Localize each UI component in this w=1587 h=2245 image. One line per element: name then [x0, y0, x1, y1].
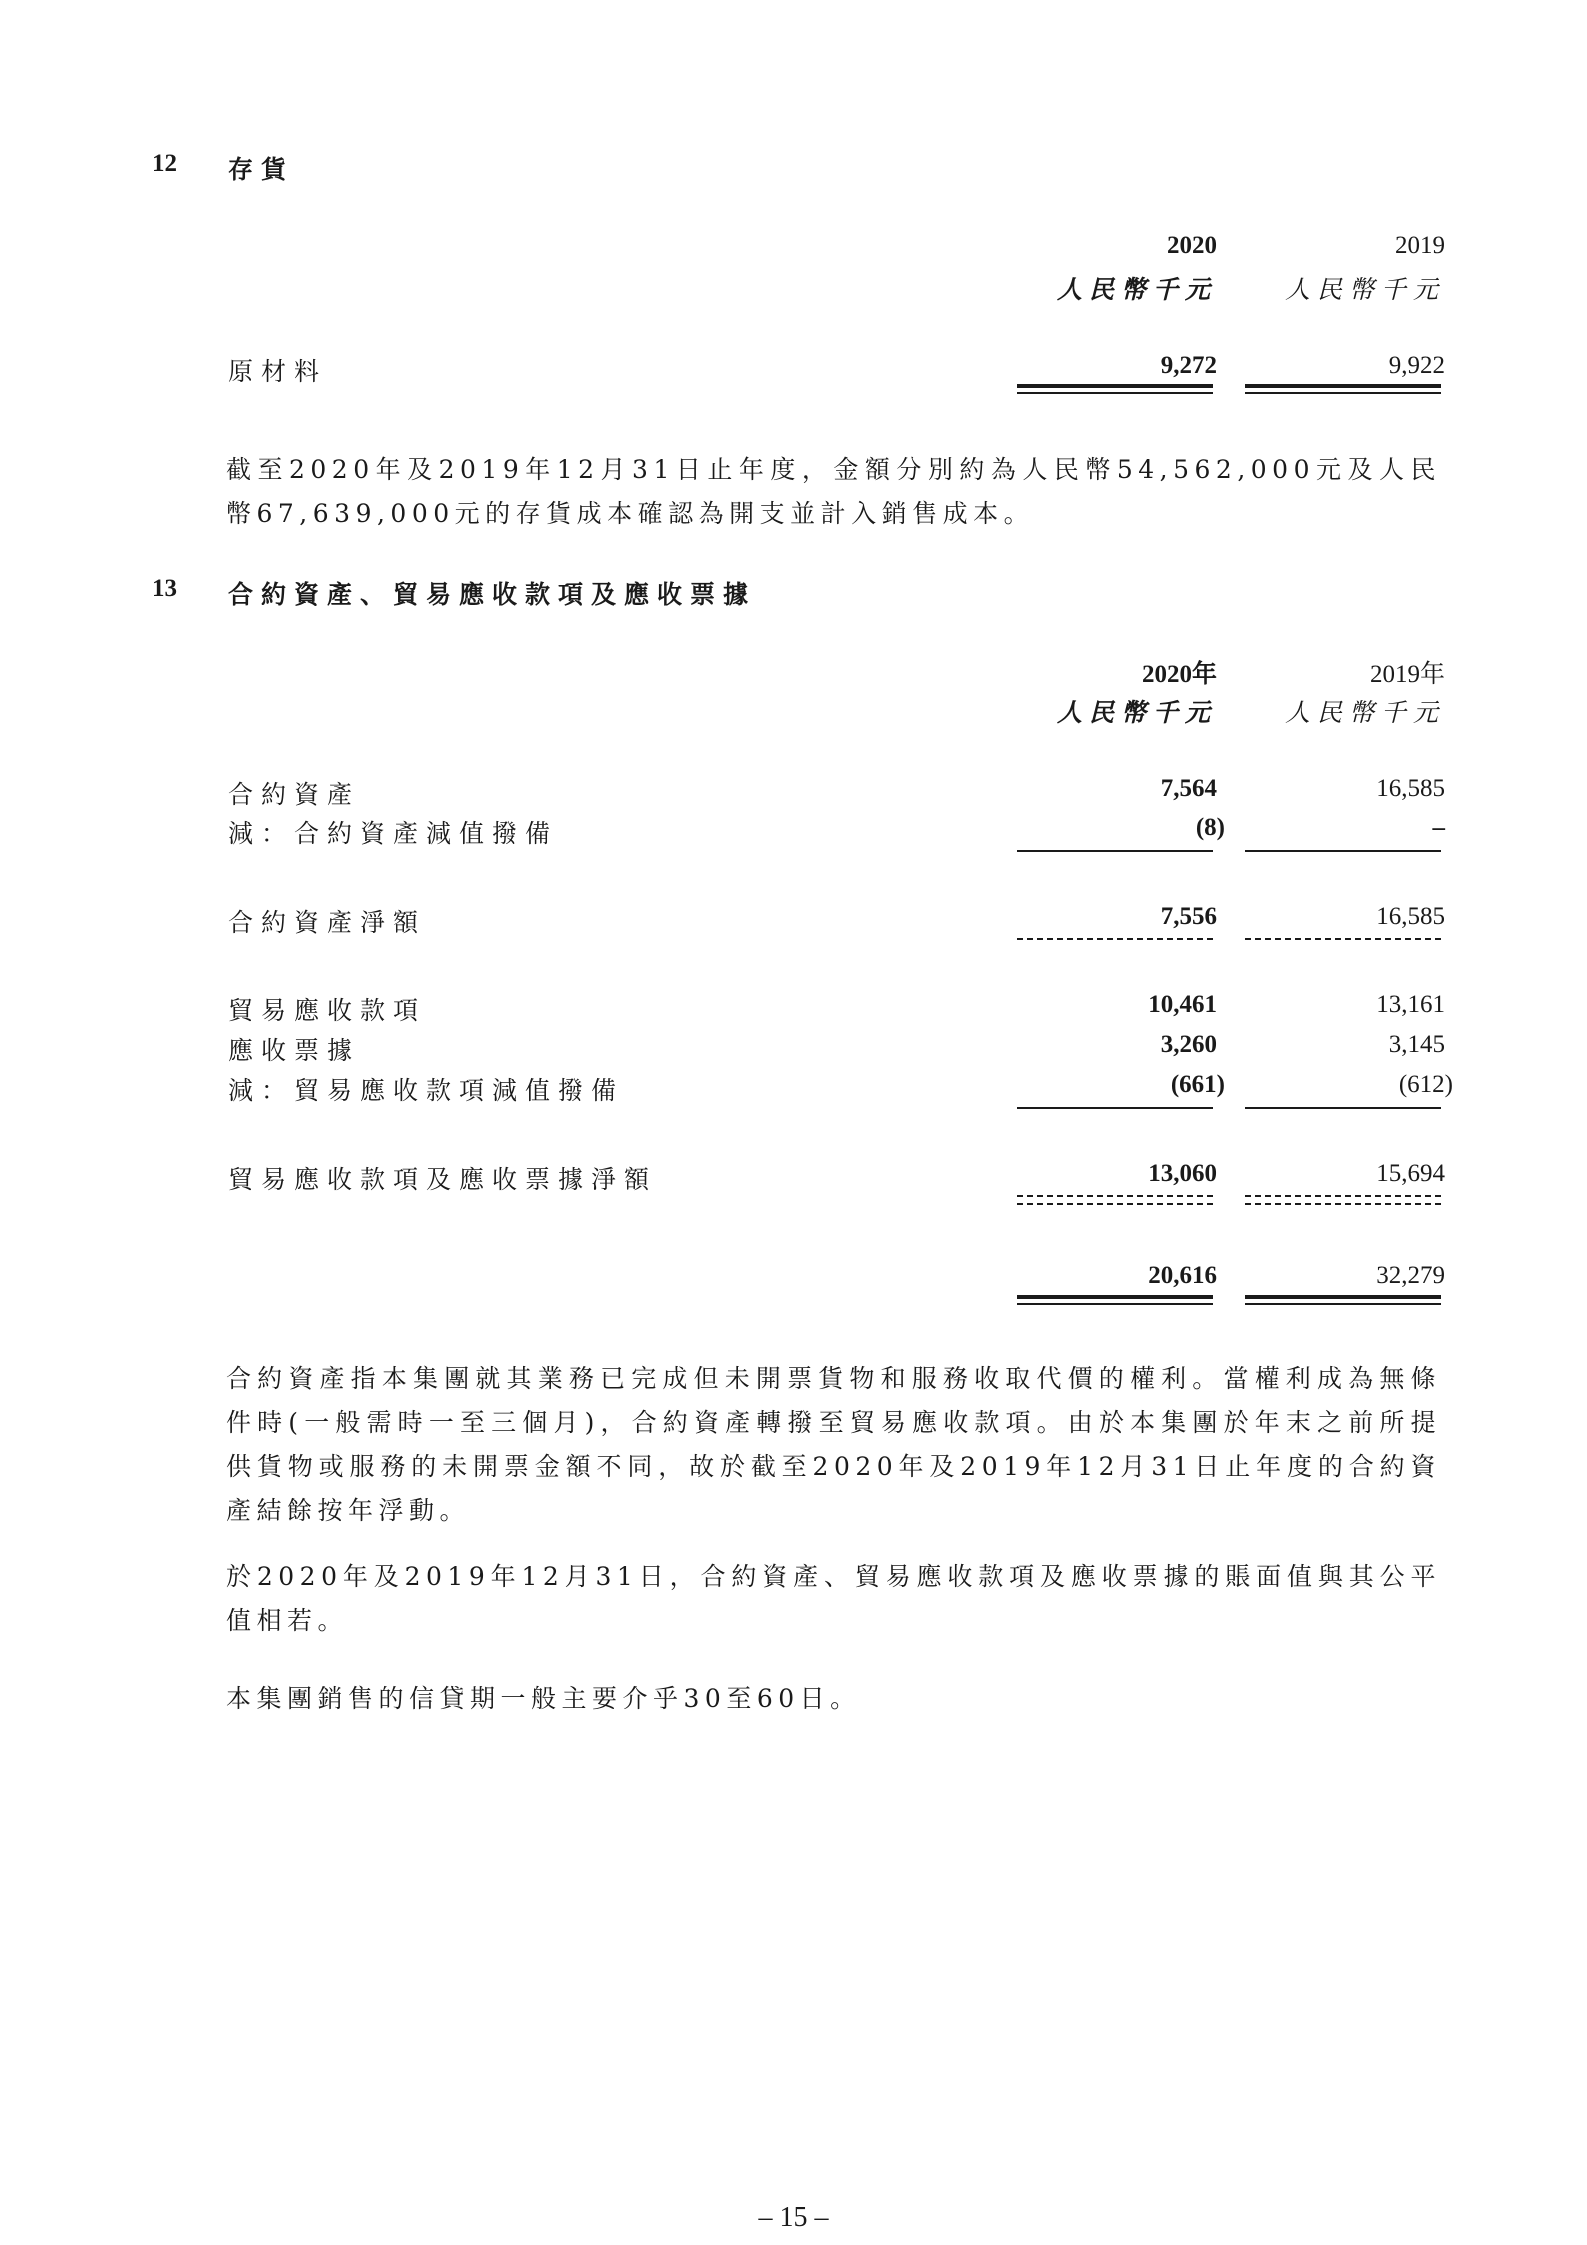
contract-assets-2019: 16,585	[1376, 775, 1445, 802]
trade-receivables-2020: 10,461	[1148, 991, 1217, 1018]
sec13-col-2020: 2020年	[1141, 661, 1217, 688]
page-number: – 15 –	[758, 2202, 829, 2233]
double-underline	[1017, 1303, 1213, 1305]
fair-value-note: 於2020年及2019年12月31日，合約資產、貿易應收款項及應收票據的賬面值與其公平值相若。	[226, 1562, 1441, 1635]
double-underline	[1245, 384, 1441, 388]
dashed-rule	[1245, 1195, 1441, 1197]
dashed-rule	[1017, 938, 1213, 940]
row-label-trade-net: 貿易應收款項及應收票據淨額	[228, 1165, 658, 1194]
raw-materials-2019: 9,922	[1388, 352, 1445, 379]
contract-assets-explanation: 合約資產指本集團就其業務已完成但未開票貨物和服務收取代價的權利。當權利成為無條件時(一般需時一至三個月)，合約資產轉撥至貿易應收款項。由於本集團於年末之前所提供貨物或服務的未開票金額不同，故於截至2020年及2019年12月31日止年度的合約資產結餘按年浮動。	[226, 1364, 1441, 1525]
contract-assets-2020: 7,564	[1160, 775, 1217, 802]
trade-impairment-2020: (661)	[1170, 1071, 1225, 1098]
contract-net-2020: 7,556	[1160, 903, 1217, 930]
total-2019: 32,279	[1376, 1262, 1445, 1289]
sec12-unit-2019: 人民幣千元	[1284, 275, 1445, 304]
dashed-rule	[1017, 1203, 1213, 1205]
dashed-rule	[1245, 938, 1441, 940]
row-label-raw-materials: 原材料	[228, 357, 328, 386]
dashed-rule	[1017, 1195, 1213, 1197]
trade-net-2020: 13,060	[1148, 1160, 1217, 1187]
trade-impairment-2019: (612)	[1398, 1071, 1453, 1098]
sec13-col-2019: 2019年	[1369, 661, 1445, 688]
inventory-note: 截至2020年及2019年12月31日止年度，金額分別約為人民幣54,562,000元及人民幣67,639,000元的存貨成本確認為開支並計入銷售成本。	[226, 455, 1441, 528]
section-12-number: 12	[152, 150, 177, 177]
dashed-rule	[1245, 1203, 1441, 1205]
total-2020: 20,616	[1148, 1262, 1217, 1289]
double-underline	[1017, 392, 1213, 394]
row-label-bills-receivable: 應收票據	[228, 1036, 361, 1065]
double-underline	[1245, 1295, 1441, 1299]
row-label-trade-receivables: 貿易應收款項	[228, 996, 427, 1025]
bills-receivable-2020: 3,260	[1160, 1031, 1217, 1058]
double-underline	[1245, 392, 1441, 394]
subtotal-rule	[1017, 850, 1213, 852]
double-underline	[1245, 1303, 1441, 1305]
double-underline	[1017, 1295, 1213, 1299]
raw-materials-2020: 9,272	[1160, 352, 1217, 379]
bills-receivable-2019: 3,145	[1388, 1031, 1445, 1058]
trade-net-2019: 15,694	[1376, 1160, 1445, 1187]
double-underline	[1017, 384, 1213, 388]
row-label-contract-net: 合約資產淨額	[228, 908, 427, 937]
sec12-col-2019: 2019	[1395, 232, 1445, 259]
contract-net-2019: 16,585	[1376, 903, 1445, 930]
trade-receivables-2019: 13,161	[1376, 991, 1445, 1018]
sec13-unit-2019: 人民幣千元	[1284, 698, 1445, 727]
row-label-contract-impairment: 減：合約資產減值撥備	[228, 819, 559, 848]
row-label-trade-impairment: 減：貿易應收款項減值撥備	[228, 1076, 625, 1105]
subtotal-rule	[1017, 1107, 1213, 1109]
sec12-col-2020: 2020	[1167, 232, 1217, 259]
credit-period-note: 本集團銷售的信貸期一般主要介乎30至60日。	[226, 1684, 861, 1713]
section-13-title: 合約資產、貿易應收款項及應收票據	[228, 580, 757, 609]
sec13-unit-2020: 人民幣千元	[1056, 698, 1217, 727]
subtotal-rule	[1245, 1107, 1441, 1109]
contract-impairment-2019: –	[1432, 814, 1445, 841]
section-12-title: 存貨	[228, 155, 295, 184]
row-label-contract-assets: 合約資產	[228, 780, 361, 809]
subtotal-rule	[1245, 850, 1441, 852]
contract-impairment-2020: (8)	[1195, 814, 1225, 841]
sec12-unit-2020: 人民幣千元	[1056, 275, 1217, 304]
section-13-number: 13	[152, 575, 177, 602]
